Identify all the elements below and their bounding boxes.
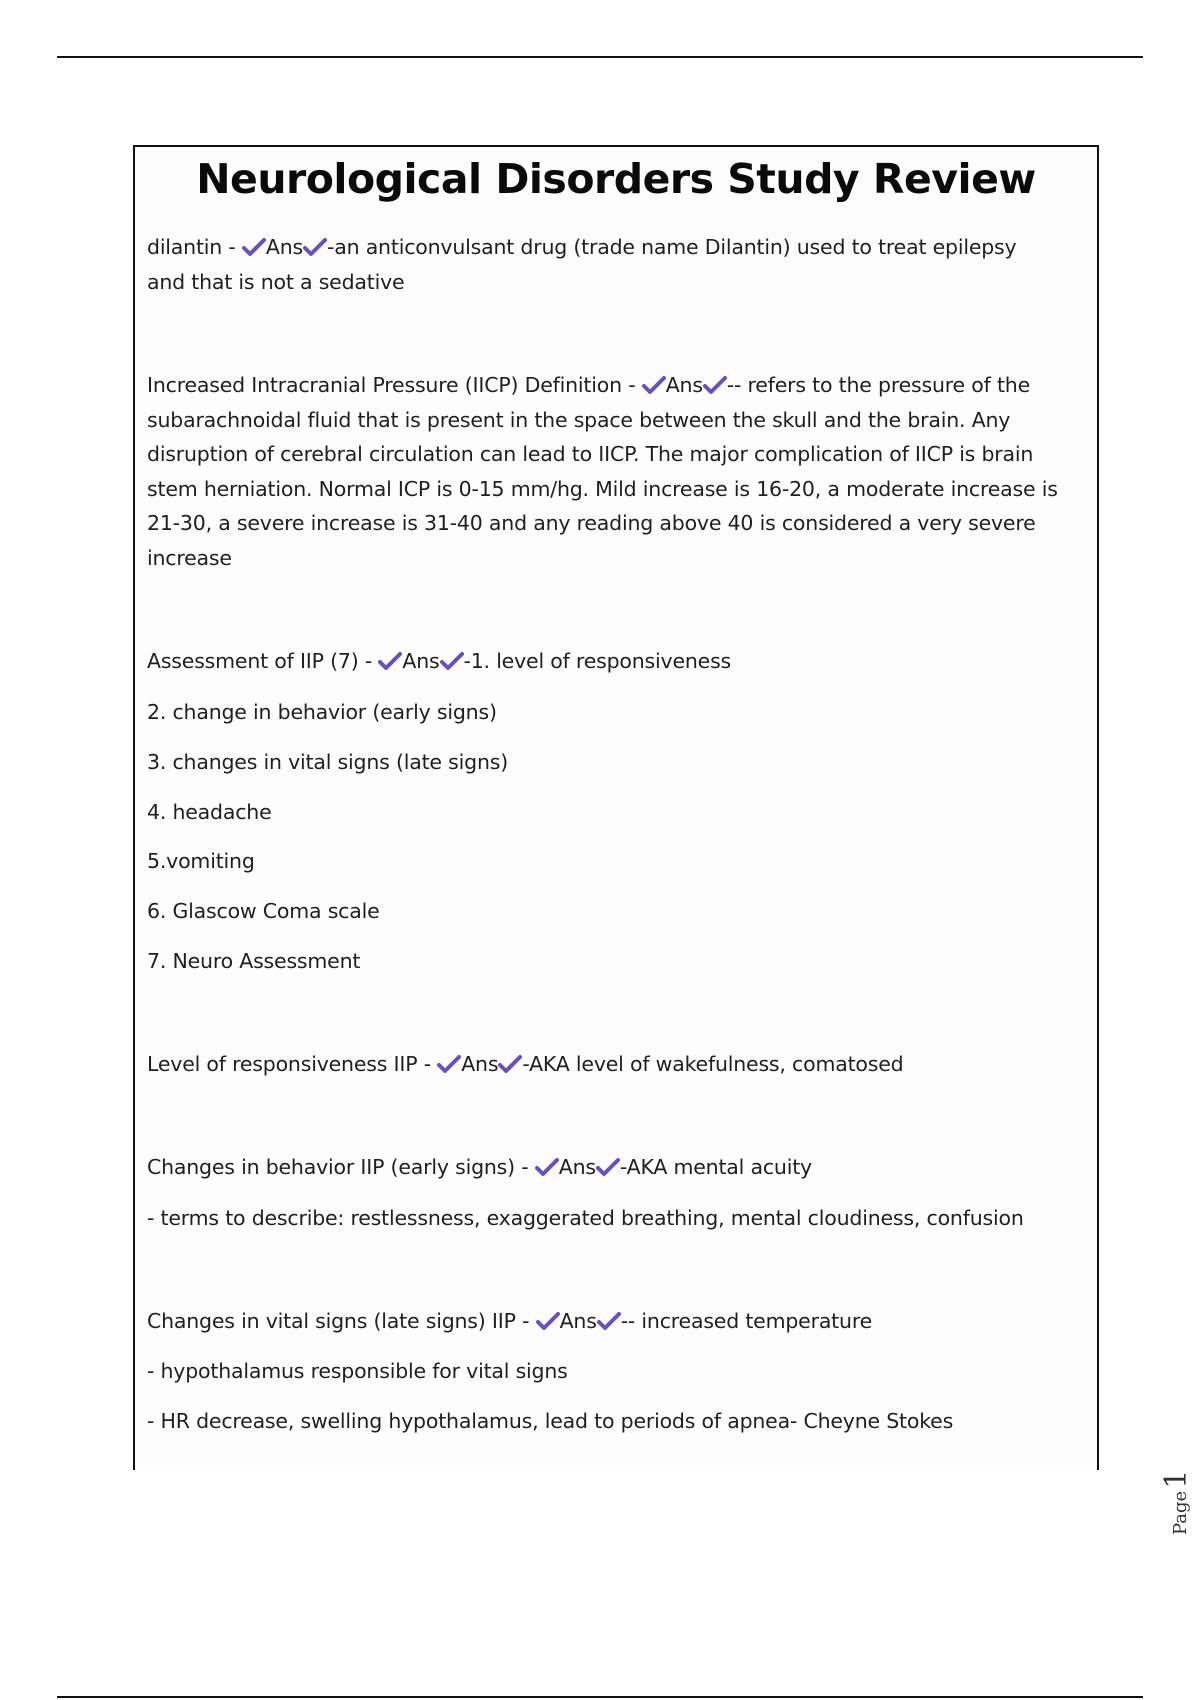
list-item: - HR decrease, swelling hypothalamus, lead to periods of apnea- Cheyne Stokes (147, 1409, 954, 1433)
answer-label: Ans (558, 1155, 596, 1179)
check-icon (378, 651, 402, 671)
check-icon (303, 237, 327, 257)
entry-answer: -- increased temperature (620, 1308, 873, 1333)
entry-term: Increased Intracranial Pressure (IICP) Definition - (147, 373, 642, 397)
check-icon (242, 237, 266, 257)
entry-answer: -- refers to the pressure of the (726, 373, 1031, 397)
entry-answer-line: subarachnoidal fluid that is present in the space between the skull and the brain. Any (147, 407, 1011, 432)
list-item: 6. Glascow Coma scale (147, 898, 380, 923)
header-rule (57, 56, 1143, 58)
entry-changes-in-behavior (147, 1150, 1092, 1185)
check-icon (440, 651, 464, 671)
answer-label: Ans (402, 649, 440, 673)
document-title: Neurological Disorders Study Review (196, 155, 1036, 203)
list-item: - terms to describe: restlessness, exaggerated breathing, mental cloudiness, confusion (147, 1205, 1024, 1230)
entry-answer: -1. level of responsiveness (463, 649, 732, 673)
page-number-value: 1 (1159, 1469, 1194, 1489)
check-icon (536, 1311, 560, 1331)
entry-answer: -an anticonvulsant drug (trade name Dilantin) used to treat epilepsy (327, 235, 1017, 259)
entry-term: dilantin - (147, 235, 242, 259)
entry-term: Level of responsiveness IIP - (147, 1051, 438, 1076)
answer-label: Ans (265, 235, 304, 259)
entry-answer-continued: and that is not a sedative (147, 269, 405, 294)
entry-answer: -AKA level of wakefulness, comatosed (522, 1051, 904, 1076)
check-icon (703, 375, 727, 395)
answer-label: Ans (559, 1308, 597, 1333)
entry-term: Changes in vital signs (late signs) IIP - (147, 1308, 536, 1333)
list-item: 5.vomiting (147, 848, 255, 873)
check-icon (437, 1054, 461, 1074)
answer-label: Ans (665, 373, 703, 397)
entry-answer: -AKA mental acuity (619, 1155, 812, 1179)
list-item: 4. headache (147, 799, 272, 824)
answer-label: Ans (461, 1051, 499, 1076)
list-item: - hypothalamus responsible for vital signs (147, 1359, 568, 1383)
document-content (147, 234, 1092, 1436)
entry-dilantin (147, 230, 1092, 299)
entry-iicp-definition (147, 368, 1092, 575)
check-icon (535, 1157, 559, 1177)
entry-answer-line: 21-30, a severe increase is 31-40 and any reading above 40 is considered a very severe (147, 511, 1036, 535)
entry-answer-line: increase (147, 545, 232, 570)
check-icon (642, 375, 666, 395)
entry-term: Changes in behavior IIP (early signs) - (147, 1155, 535, 1179)
check-icon (596, 1157, 620, 1177)
footer-rule (57, 1696, 1143, 1698)
check-icon (597, 1311, 621, 1331)
page-number (1155, 1440, 1195, 1540)
entry-term: Assessment of IIP (7) - (147, 649, 379, 673)
page-label: Page (1170, 1490, 1191, 1535)
document-frame (133, 145, 1099, 1470)
check-icon (498, 1054, 522, 1074)
entry-answer-line: stem herniation. Normal ICP is 0-15 mm/hg. Mild increase is 16-20, a moderate increase is (147, 476, 1058, 501)
entry-level-of-responsiveness (147, 1047, 1092, 1082)
entry-changes-in-vital-signs (147, 1304, 1092, 1339)
list-item: 2. change in behavior (early signs) (147, 699, 497, 724)
list-item: 7. Neuro Assessment (147, 948, 361, 973)
entry-assessment-iip (147, 644, 1092, 679)
entry-answer-line: disruption of cerebral circulation can lead to IICP. The major complication of IICP is brain (147, 442, 1034, 466)
list-item: 3. changes in vital signs (late signs) (147, 749, 509, 774)
